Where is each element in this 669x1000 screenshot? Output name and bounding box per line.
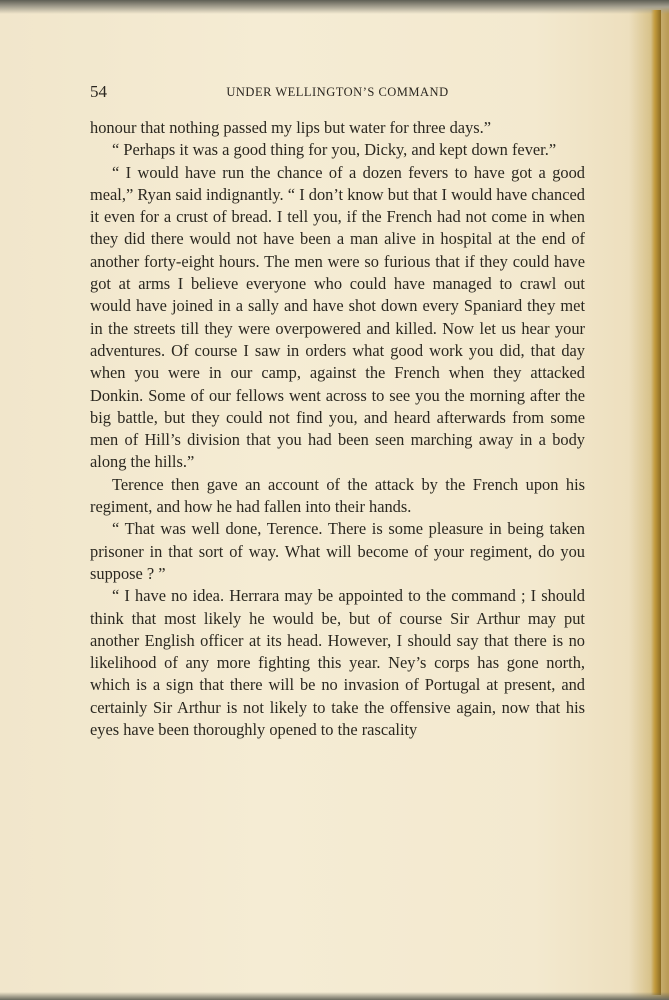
paragraph: “ Perhaps it was a good thing for you, Dicky, and kept down fever.” — [112, 140, 557, 160]
running-head: UNDER WELLINGTON’S COMMAND — [226, 85, 449, 99]
paragraph: “ I have no idea. Herrara may be appointed to the command ; I should think that most likely he would be, but of course Sir Arthur may put another English officer at its head. However, I should say that there is no likelihood of any more fighting this year. Ney’s corps has gone north, which is a sign that there will be no invasion of Portugal at present, and certainly Sir Arthur is not likely to take the offensive again, now that his eyes have been thoroughly opened to the rascality — [90, 586, 585, 740]
page-number: 54 — [90, 82, 107, 101]
body-text — [90, 117, 585, 741]
paragraph: honour that nothing passed my lips but water for three days.” — [90, 118, 492, 137]
page-header — [90, 82, 585, 106]
paragraph: Terence then gave an account of the attack by the French upon his regiment, and how he had fallen into their hands. — [90, 474, 585, 517]
paragraph: “ I would have run the chance of a dozen fevers to have got a good meal,” Ryan said indignantly. “ I don’t know but that I would have chanced it even for a crust of bread. I tell you, if the French had not come in when they did there would not have been a man alive in hospital at the end of another forty-eight hours. The men were so furious that if they could have got at arms I believe everyone who could have managed to crawl out would have joined in a sally and have shot down every Spaniard they met in the streets till they were overpowered and killed. Now let us hear your adventures. Of course I saw in orders what good work you did, that day when you were in our camp, against the French when they attacked Donkin. Some of our fellows went across to see you the morning after the big battle, but they could not find you, and heard afterwards from some men of Hill’s division that you had been seen marching away in a body along the hills.” — [90, 162, 585, 472]
paragraph: “ That was well done, Terence. There is some pleasure in being taken prisoner in that sort of way. What will become of your regiment, do you suppose ? ” — [90, 519, 585, 583]
page-edge — [651, 10, 661, 995]
